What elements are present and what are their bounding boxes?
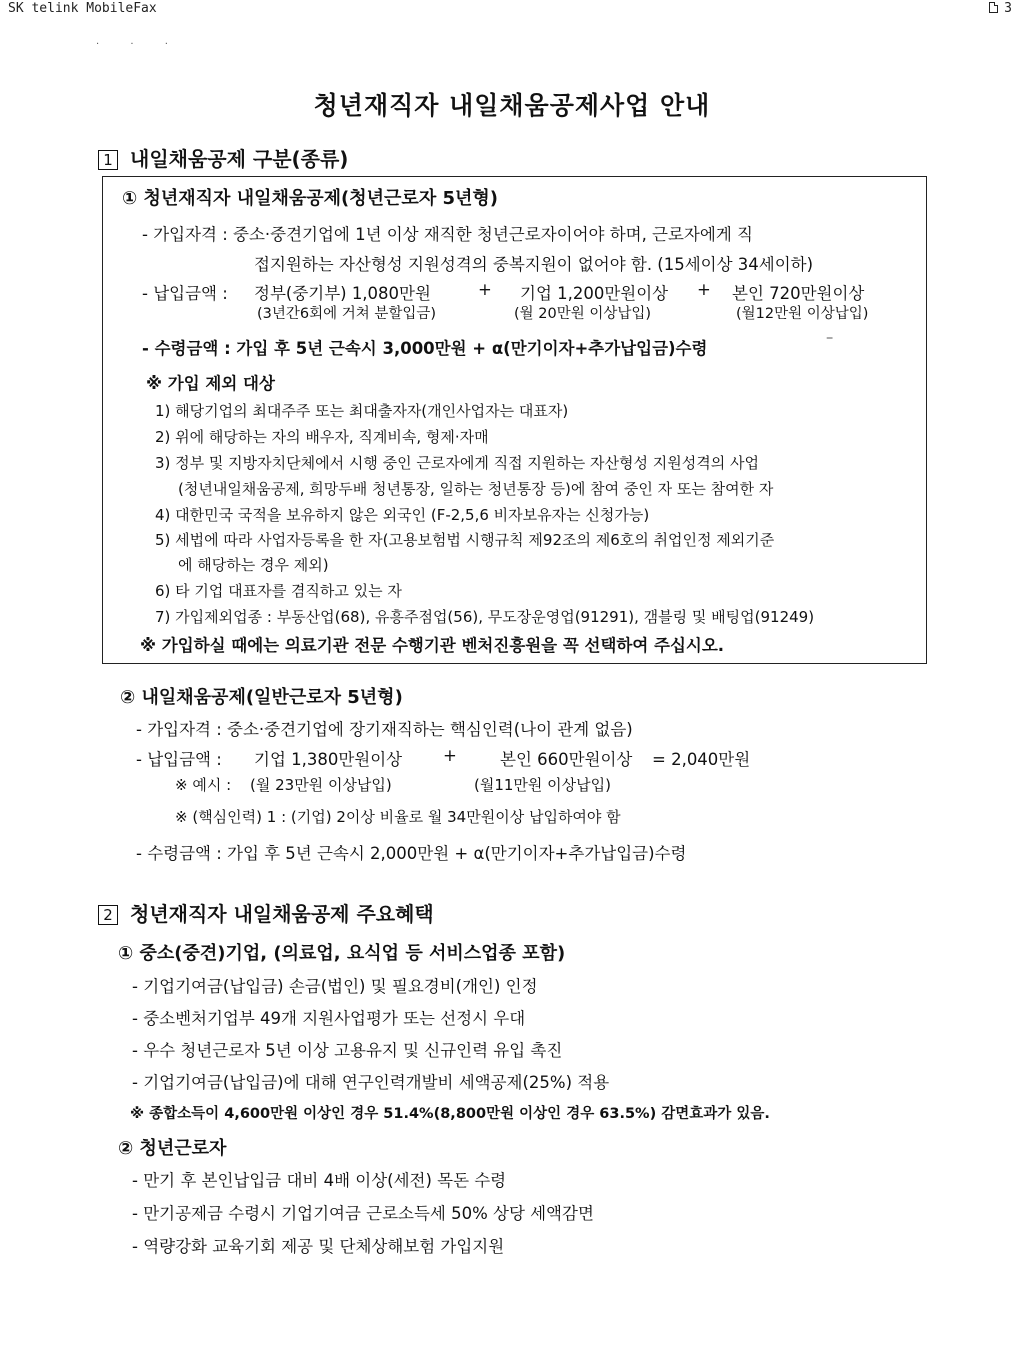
product1-payment-company-note: (월 20만원 이상납입) [514,306,652,322]
page-number-value: 3 [1004,1,1012,16]
page-icon [989,2,998,13]
product1-payment-label: - 납입금액 : [142,284,228,303]
product1-receipt: - 수령금액 : 가입 후 5년 근속시 3,000만원 + α(만기이자+추가납입금)수령 [142,339,708,358]
worker-benefits-heading: ② 청년근로자 [118,1138,227,1159]
product2-payment-total: = 2,040만원 [652,750,751,769]
product2-example-self: (월11만원 이상납입) [474,776,611,794]
product2-example-company: (월 23만원 이상납입) [250,776,392,794]
product1-eligibility-line2: 접지원하는 자산형성 지원성격의 중복지원이 없어야 함. (15세이상 34세이하) [254,255,814,274]
exclusion-item: 1) 해당기업의 최대주주 또는 최대출자자(개인사업자는 대표자) [155,402,569,420]
exclusion-item: 7) 가입제외업종 : 부동산업(68), 유흥주점업(56), 무도장운영업(91291), 갬블링 및 배팅업(91249) [155,608,815,626]
company-benefit-item: - 우수 청년근로자 5년 이상 고용유지 및 신규인력 유입 촉진 [132,1041,563,1060]
worker-benefit-item: - 만기 후 본인납입금 대비 4배 이상(세전) 목돈 수령 [132,1171,507,1190]
product1-payment-gov: 정부(중기부) 1,080만원 [254,284,431,303]
product1-receipt-mark: – [826,330,834,346]
fax-sender: SK telink MobileFax [8,1,157,16]
product2-eligibility: - 가입자격 : 중소·중견기업에 장기재직하는 핵심인력(나이 관계 없음) [136,720,633,739]
exclusion-item-continued: 에 해당하는 경우 제외) [178,556,329,574]
exclusion-item-continued: (청년내일채움공제, 희망두배 청년통장, 일하는 청년통장 등)에 참여 중인 자 또는 참여한 자 [178,480,774,498]
exclusion-item: 4) 대한민국 국적을 보유하지 않은 외국인 (F-2,5,6 비자보유자는 신청가능) [155,506,650,524]
product2-payment-self: 본인 660만원이상 [500,750,633,769]
product1-notice: ※ 가입하실 때에는 의료기관 전문 수행기관 벤처진흥원을 꼭 선택하여 주십시오. [140,636,725,655]
product1-payment-gov-note: (3년간6회에 거쳐 분할입금) [257,306,437,322]
company-benefits-heading: ① 중소(중견)기업, (의료업, 요식업 등 서비스업종 포함) [118,943,566,964]
worker-benefit-item: - 역량강화 교육기회 제공 및 단체상해보험 가입지원 [132,1237,505,1256]
section1-number-box: 1 [98,150,118,170]
page-title: 청년재직자 내일채움공제사업 안내 [313,91,711,120]
fax-header [0,0,1024,22]
product1-payment-plus2: + [697,280,711,299]
company-benefit-item: - 중소벤처기업부 49개 지원사업평가 또는 선정시 우대 [132,1009,526,1028]
product2-example-label: ※ 예시 : [175,776,232,794]
product2-payment-plus: + [443,746,457,765]
product1-payment-self: 본인 720만원이상 [732,284,865,303]
product1-payment-plus1: + [478,280,492,299]
scan-specks: . . . [96,36,182,47]
product2-ratio-note: ※ (핵심인력) 1 : (기업) 2이상 비율로 월 34만원이상 납입하여야 함 [175,808,621,826]
fax-page-number [989,1,1012,16]
company-benefit-item: - 기업기여금(납입금)에 대해 연구인력개발비 세액공제(25%) 적용 [132,1073,610,1092]
product1-eligibility-line1: - 가입자격 : 중소·중견기업에 1년 이상 재직한 청년근로자이어야 하며, 근로자에게 직 [142,225,753,244]
exclusion-title: ※ 가입 제외 대상 [146,374,275,393]
exclusion-item: 2) 위에 해당하는 자의 배우자, 직계비속, 형제·자매 [155,428,489,446]
section1-heading-text: 내일채움공제 구분(종류) [130,147,349,171]
exclusion-item: 5) 세법에 따라 사업자등록을 한 자(고용보험법 시행규칙 제92조의 제6호의 취업인정 제외기준 [155,531,775,549]
exclusion-item: 6) 타 기업 대표자를 겸직하고 있는 자 [155,582,402,600]
product1-heading: ① 청년재직자 내일채움공제(청년근로자 5년형) [122,188,498,209]
exclusion-item: 3) 정부 및 지방자치단체에서 시행 중인 근로자에게 직접 지원하는 자산형성 지원성격의 사업 [155,454,759,472]
company-benefit-item: - 기업기여금(납입금) 손금(법인) 및 필요경비(개인) 인정 [132,977,538,996]
section2-heading [98,898,434,927]
worker-benefit-item: - 만기공제금 수령시 기업기여금 근로소득세 50% 상당 세액감면 [132,1204,594,1223]
product1-payment-self-note: (월12만원 이상납입) [736,306,869,322]
product2-payment-company: 기업 1,380만원이상 [254,750,403,769]
product1-payment-company: 기업 1,200만원이상 [520,284,669,303]
product2-heading: ② 내일채움공제(일반근로자 5년형) [120,687,403,708]
section2-heading-text: 청년재직자 내일채움공제 주요혜택 [130,902,434,926]
product2-receipt: - 수령금액 : 가입 후 5년 근속시 2,000만원 + α(만기이자+추가납입금)수령 [136,844,687,863]
section1-heading [98,143,348,172]
product2-payment-label: - 납입금액 : [136,750,222,769]
section2-number-box: 2 [98,905,118,925]
tax-reduction-note: ※ 종합소득이 4,600만원 이상인 경우 51.4%(8,800만원 이상인 경우 63.5%) 감면효과가 있음. [130,1106,770,1122]
